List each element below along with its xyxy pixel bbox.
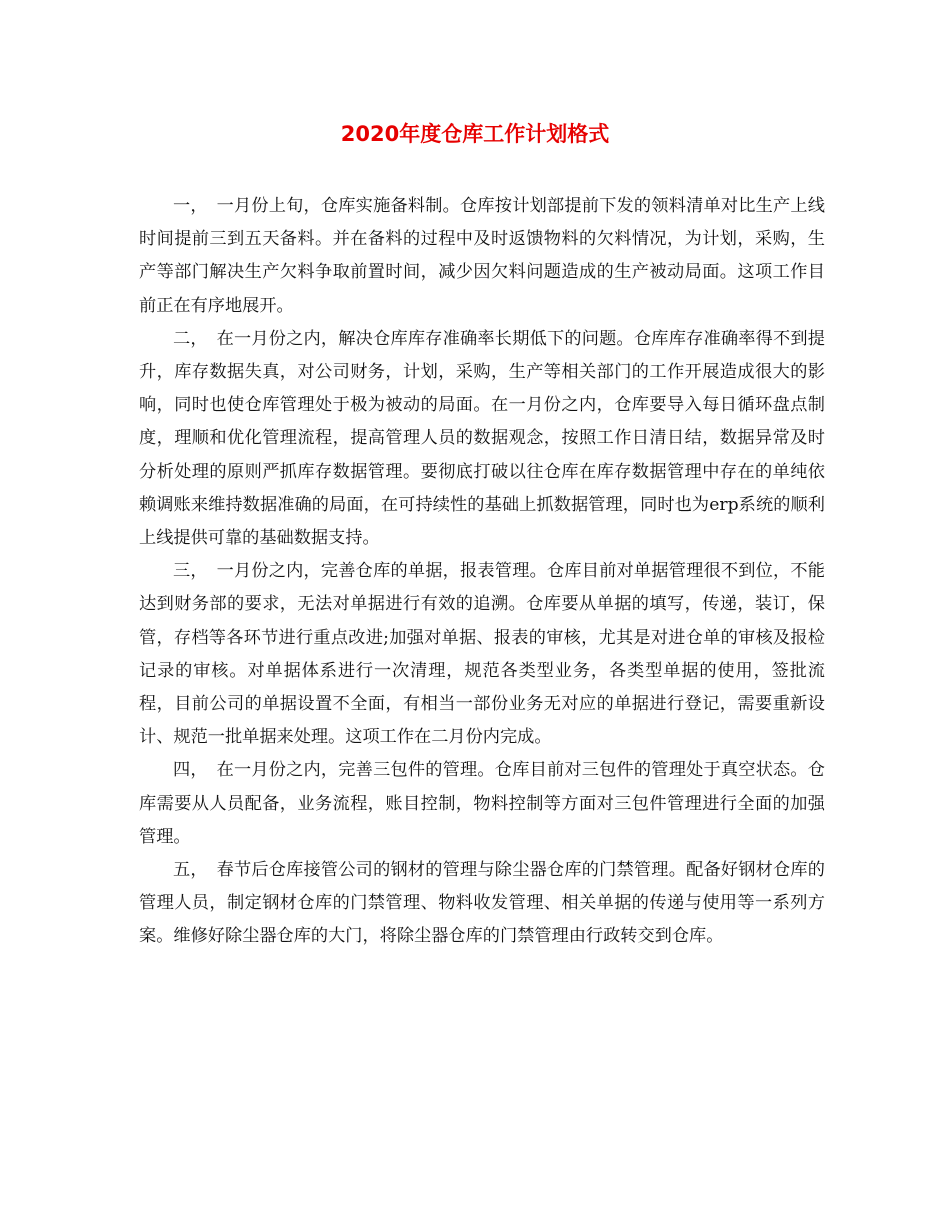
paragraph-5: 五， 春节后仓库接管公司的钢材的管理与除尘器仓库的门禁管理。配备好钢材仓库的管理人员，制定钢材仓库的门禁管理、物料收发管理、相关单据的传递与使用等一系列方案。维修好除尘器仓库的大门，将除尘器仓库的门禁管理由行政转交到仓库。: [139, 860, 825, 947]
paragraph-4: 四， 在一月份之内，完善三包件的管理。仓库目前对三包件的管理处于真空状态。仓库需要从人员配备，业务流程，账目控制，物料控制等方面对三包件管理进行全面的加强管理。: [139, 760, 825, 847]
paragraph-2: 二， 在一月份之内，解决仓库库存准确率长期低下的问题。仓库库存准确率得不到提升，库存数据失真，对公司财务，计划，采购，生产等相关部门的工作开展造成很大的影响，同时也使仓库管理处于极为被动的局面。在一月份之内，仓库要导入每日循环盘点制度，理顺和优化管理流程，提高管理人员的数据观念，按照工作日清日结，数据异常及时分析处理的原则严抓库存数据管理。要彻底打破以往仓库在库存数据管理中存在的单纯依赖调账来维持数据准确的局面，在可持续性的基础上抓数据管理，同时也为erp系统的顺利上线提供可靠的基础数据支持。: [139, 328, 825, 549]
paragraph-1: 一， 一月份上旬，仓库实施备料制。仓库按计划部提前下发的领料清单对比生产上线时间提前三到五天备料。并在备料的过程中及时返馈物料的欠料情况，为计划，采购，生产等部门解决生产欠料争取前置时间，减少因欠料问题造成的生产被动局面。这项工作目前正在有序地展开。: [139, 196, 825, 316]
paragraph-3: 三， 一月份之内，完善仓库的单据，报表管理。仓库目前对单据管理很不到位，不能达到财务部的要求，无法对单据进行有效的追溯。仓库要从单据的填写，传递，装订，保管，存档等各环节进行重点改进;加强对单据、报表的审核，尤其是对进仓单的审核及报检记录的审核。对单据体系进行一次清理，规范各类型业务，各类型单据的使用，签批流程，目前公司的单据设置不全面，有相当一部份业务无对应的单据进行登记，需要重新设计、规范一批单据来处理。这项工作在二月份内完成。: [139, 561, 825, 748]
document-title: 2020年度仓库工作计划格式: [340, 122, 610, 146]
document-body: [139, 190, 825, 954]
